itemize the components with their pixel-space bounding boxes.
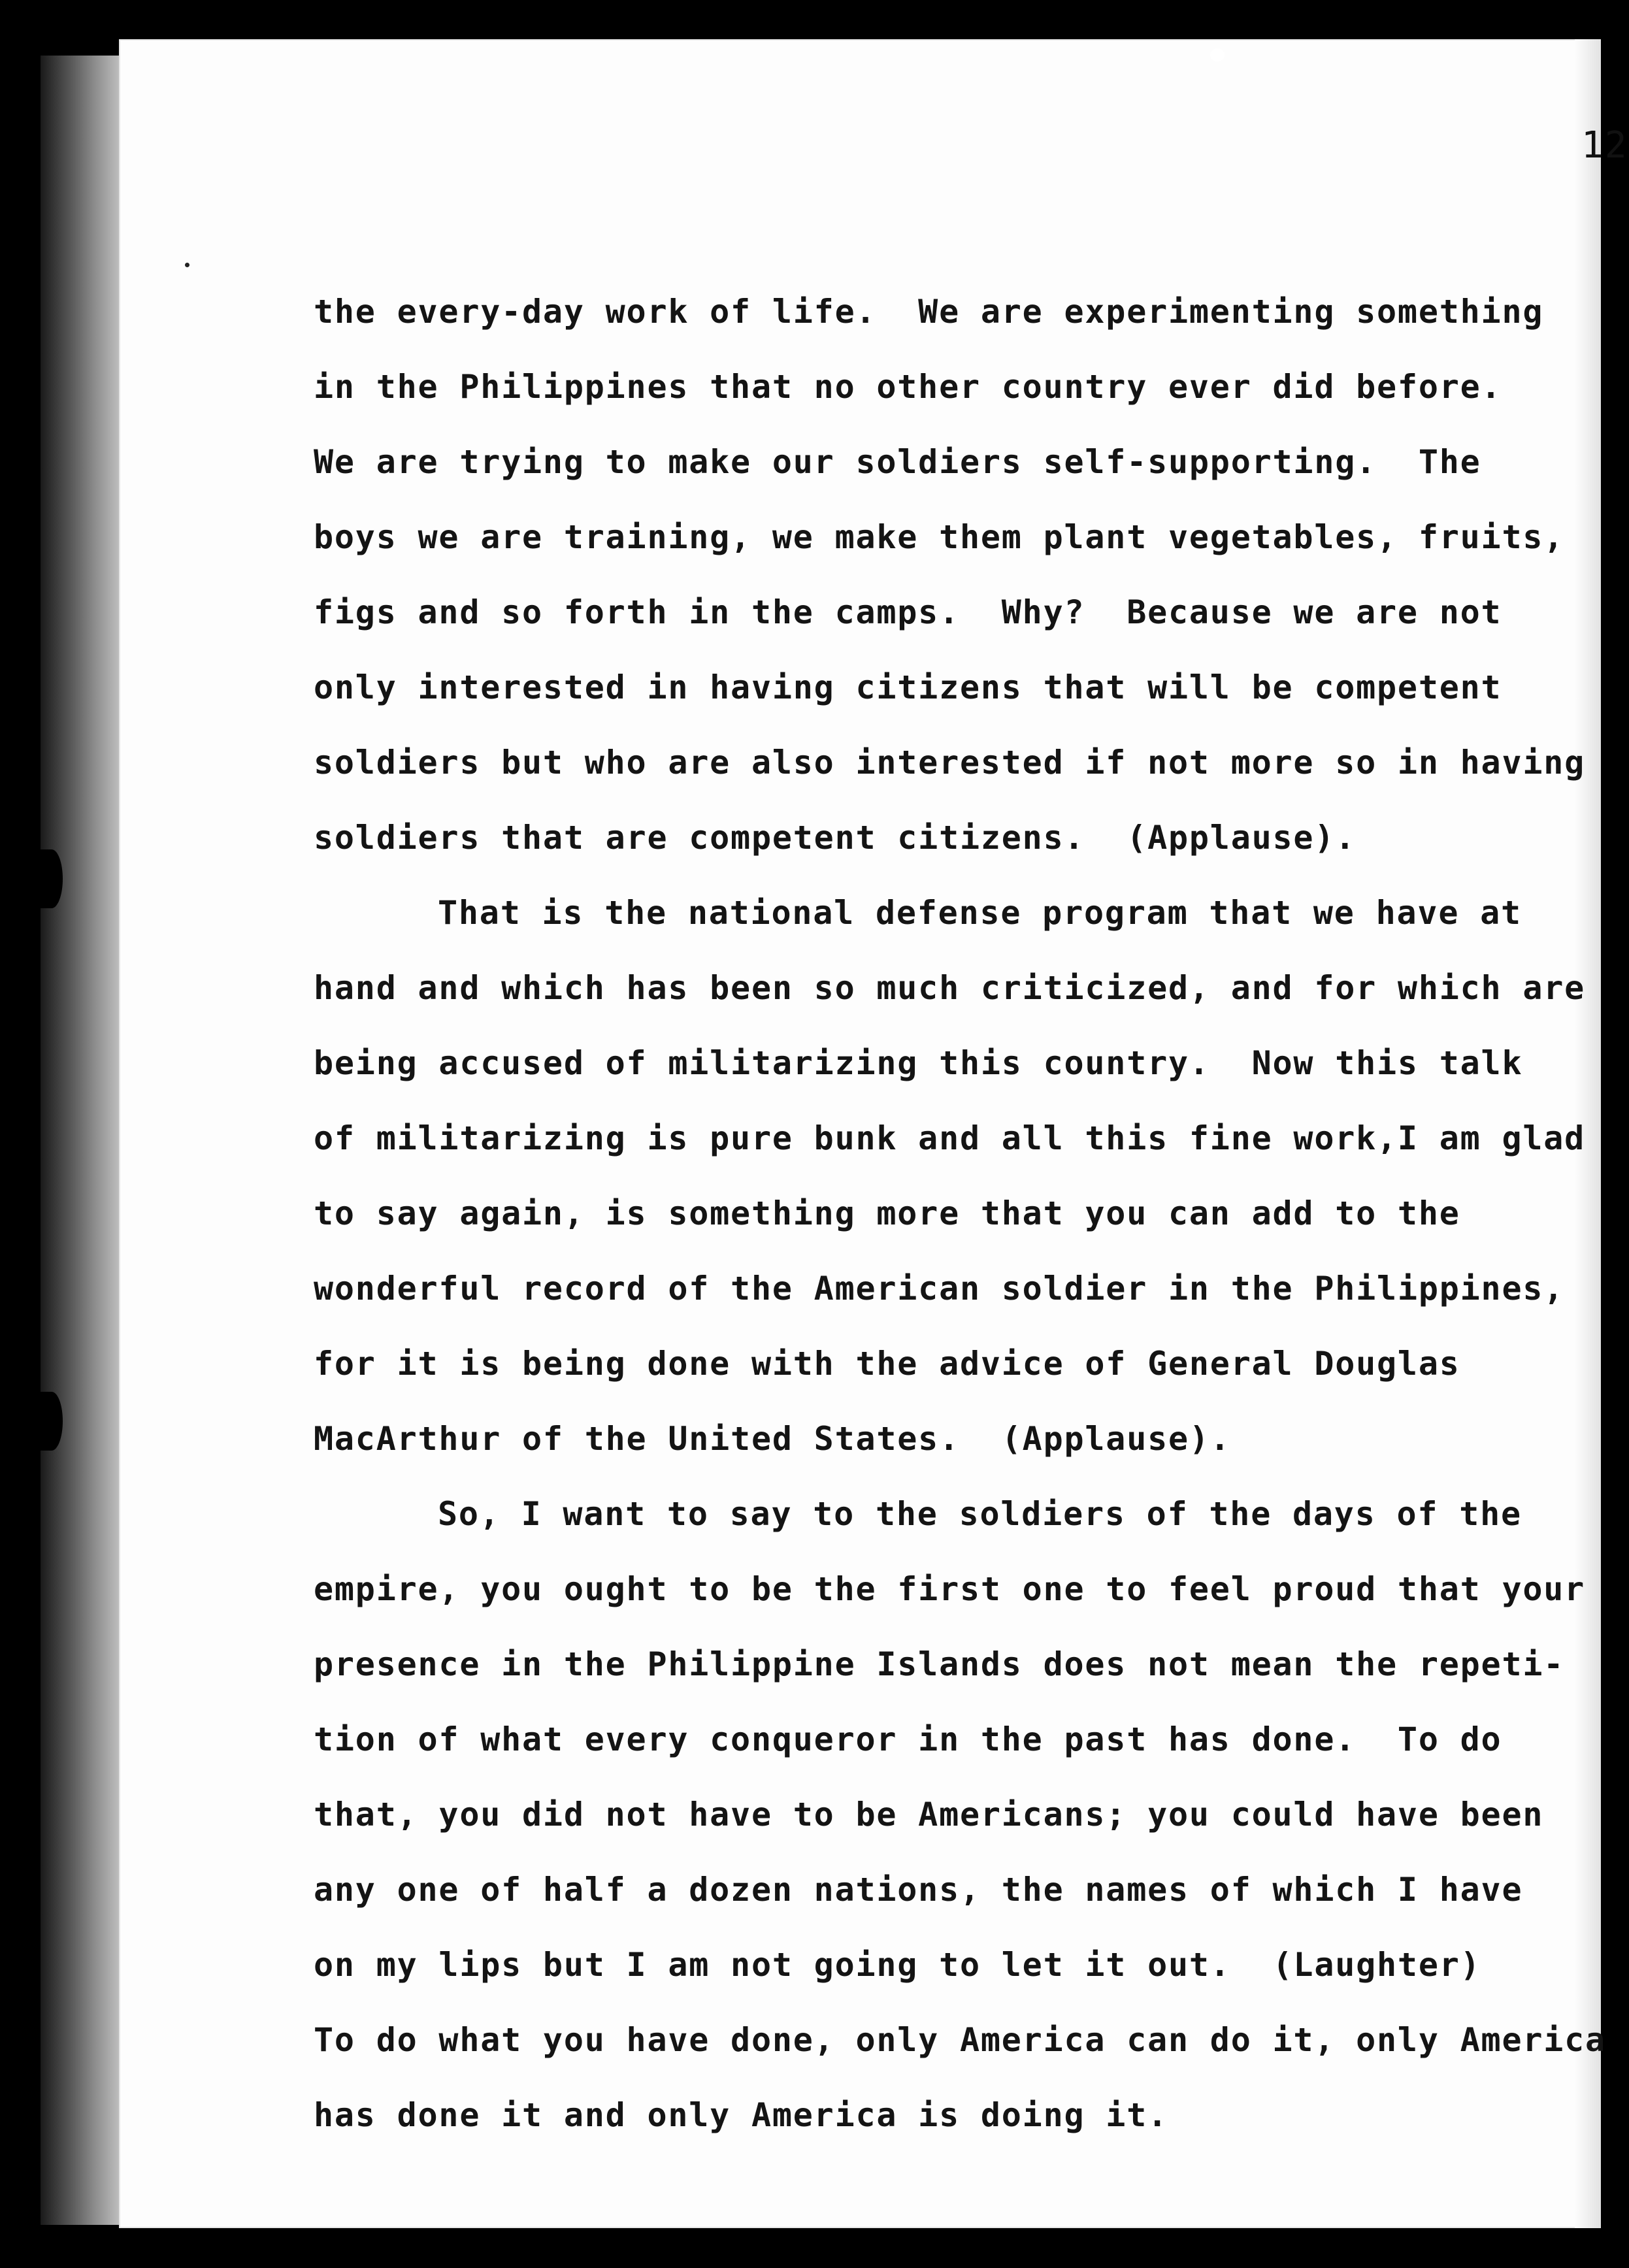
text-line: presence in the Philippine Islands does not mean the repeti- (314, 1645, 1565, 1683)
binder-edge (41, 56, 119, 2225)
document-body (314, 274, 1606, 2153)
text-line: To do what you have done, only America can do it, only America (314, 2021, 1606, 2059)
text-line: We are trying to make our soldiers self-supporting. The (314, 443, 1481, 481)
text-line: soldiers but who are also interested if not more so in having (314, 744, 1586, 781)
paragraph-3 (314, 1477, 1606, 2153)
text-line: has done it and only America is doing it. (314, 2096, 1169, 2134)
text-line: for it is being done with the advice of General Douglas (314, 1345, 1460, 1383)
text-line: hand and which has been so much criticized, and for which are (314, 969, 1586, 1007)
paragraph-1 (314, 274, 1588, 876)
text-line: any one of half a dozen nations, the names of which I have (314, 1871, 1523, 1909)
text-line: boys we are training, we make them plant vegetables, fruits, (314, 518, 1565, 556)
text-line: that, you did not have to be Americans; you could have been (314, 1796, 1544, 1833)
text-line: That is the national defense program that we have at (438, 894, 1522, 932)
binder-hole (41, 1392, 63, 1451)
text-line: the every-day work of life. We are experimenting something (314, 293, 1544, 331)
text-line: MacArthur of the United States. (Applause). (314, 1420, 1231, 1458)
text-line: only interested in having citizens that will be competent (314, 668, 1502, 706)
text-line: empire, you ought to be the first one to feel proud that your (314, 1570, 1586, 1608)
page-number: 12 (1581, 124, 1628, 167)
text-line: in the Philippines that no other country ever did before. (314, 368, 1502, 406)
text-line: being accused of militarizing this country. Now this talk (314, 1044, 1523, 1082)
text-line: So, I want to say to the soldiers of the days of the (438, 1495, 1522, 1533)
stray-mark (185, 263, 189, 267)
scan-mark (1210, 48, 1225, 61)
text-line: tion of what every conqueror in the past has done. To do (314, 1720, 1502, 1758)
binder-hole (41, 849, 63, 908)
paragraph-2 (314, 876, 1588, 1477)
text-line: soldiers that are competent citizens. (Applause). (314, 819, 1357, 857)
text-line: of militarizing is pure bunk and all this fine work,I am glad (314, 1119, 1586, 1157)
text-line: wonderful record of the American soldier in the Philippines, (314, 1270, 1565, 1307)
text-line: on my lips but I am not going to let it out. (Laughter) (314, 1946, 1481, 1984)
text-line: figs and so forth in the camps. Why? Because we are not (314, 593, 1502, 631)
text-line: to say again, is something more that you can add to the (314, 1194, 1460, 1232)
